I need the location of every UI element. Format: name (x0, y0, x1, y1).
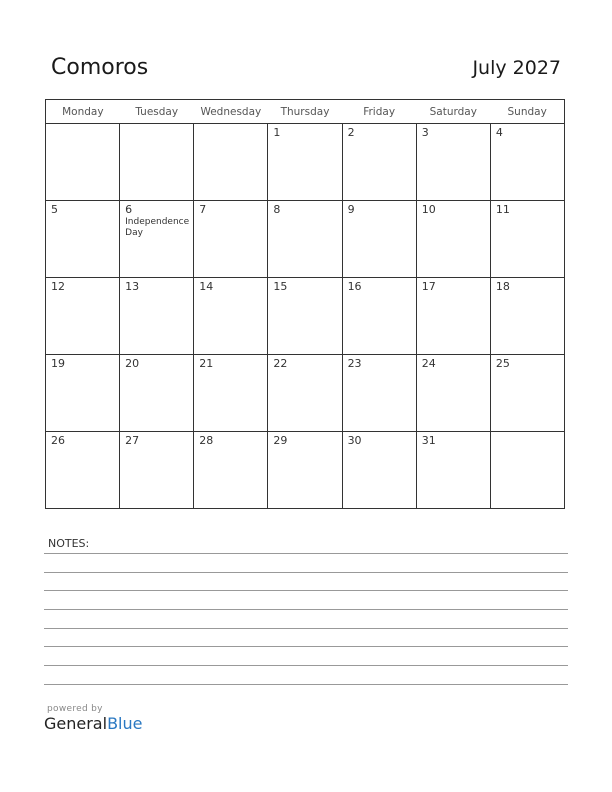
day-number: 21 (199, 357, 214, 370)
day-cell (342, 201, 416, 278)
note-line[interactable] (44, 590, 568, 591)
day-number: 28 (199, 434, 214, 447)
week-row (46, 432, 565, 509)
day-number: 3 (421, 126, 429, 139)
weekday-header: Tuesday (120, 100, 194, 124)
brand-logo[interactable] (44, 704, 142, 733)
weekday-header: Friday (342, 100, 416, 124)
day-cell (342, 355, 416, 432)
day-cell (268, 355, 342, 432)
powered-by-text: powered by (47, 704, 103, 714)
month-title: July 2027 (472, 57, 561, 79)
day-cell (268, 201, 342, 278)
day-cell (46, 278, 120, 355)
brand-general-text: General (44, 714, 108, 733)
day-number: 29 (273, 434, 288, 447)
note-line[interactable] (44, 646, 568, 647)
day-number: 13 (125, 280, 140, 293)
day-cell (490, 124, 564, 201)
weekday-header: Saturday (416, 100, 490, 124)
day-cell (120, 432, 194, 509)
calendar-grid (45, 99, 565, 509)
day-cell (194, 278, 268, 355)
day-number: 6 (125, 203, 133, 216)
day-number: 27 (125, 434, 140, 447)
brand-blue-text: Blue (107, 714, 143, 733)
note-line[interactable] (44, 665, 568, 666)
day-number: 30 (347, 434, 362, 447)
country-title: Comoros (51, 55, 149, 80)
day-cell (416, 201, 490, 278)
day-cell (416, 278, 490, 355)
day-number: 19 (51, 357, 65, 370)
notes-label: NOTES: (48, 537, 90, 550)
day-number: 20 (125, 357, 140, 370)
day-number: 10 (421, 203, 436, 216)
day-number: 14 (199, 280, 214, 293)
day-cell (194, 124, 268, 201)
day-cell (194, 432, 268, 509)
day-number: 31 (421, 434, 436, 447)
day-number: 9 (347, 203, 355, 216)
day-cell (120, 124, 194, 201)
week-row (46, 201, 565, 278)
weekday-header: Thursday (268, 100, 342, 124)
day-cell (342, 124, 416, 201)
day-cell (490, 355, 564, 432)
note-line[interactable] (44, 684, 568, 685)
day-number: 7 (199, 203, 207, 216)
day-cell (46, 432, 120, 509)
day-number: 5 (51, 203, 58, 216)
day-cell (120, 201, 194, 278)
day-cell (342, 278, 416, 355)
note-line[interactable] (44, 553, 568, 554)
day-number: 23 (347, 357, 362, 370)
day-cell (268, 278, 342, 355)
weekday-header: Wednesday (194, 100, 268, 124)
day-cell (46, 355, 120, 432)
day-number: 16 (347, 280, 362, 293)
note-line[interactable] (44, 572, 568, 573)
day-cell (342, 432, 416, 509)
day-cell (490, 432, 564, 509)
weekday-header: Sunday (490, 100, 564, 124)
day-cell (194, 201, 268, 278)
day-number: 25 (495, 357, 510, 370)
day-number: 17 (421, 280, 436, 293)
day-number: 8 (273, 203, 281, 216)
week-row (46, 124, 565, 201)
day-number: 15 (273, 280, 288, 293)
weekday-header-row (46, 100, 565, 124)
day-number: 26 (51, 434, 65, 447)
day-cell (416, 124, 490, 201)
day-cell (416, 432, 490, 509)
day-cell (46, 201, 120, 278)
note-line[interactable] (44, 609, 568, 610)
day-number: 2 (347, 126, 355, 139)
note-line[interactable] (44, 628, 568, 629)
day-cell (416, 355, 490, 432)
day-number: 24 (421, 357, 436, 370)
day-cell (268, 124, 342, 201)
day-number: 22 (273, 357, 288, 370)
day-number: 4 (495, 126, 503, 139)
day-cell (120, 355, 194, 432)
day-number: 12 (51, 280, 65, 293)
weekday-header: Monday (46, 100, 120, 124)
day-cell (194, 355, 268, 432)
day-number: 18 (495, 280, 510, 293)
day-cell (490, 201, 564, 278)
day-number: 11 (495, 203, 510, 216)
day-cell (46, 124, 120, 201)
day-cell (490, 278, 564, 355)
day-number: 1 (273, 126, 281, 139)
week-row (46, 278, 565, 355)
brand-name (44, 714, 142, 733)
week-row (46, 355, 565, 432)
day-cell (120, 278, 194, 355)
holiday-label: Independence Day (125, 217, 190, 238)
day-cell (268, 432, 342, 509)
